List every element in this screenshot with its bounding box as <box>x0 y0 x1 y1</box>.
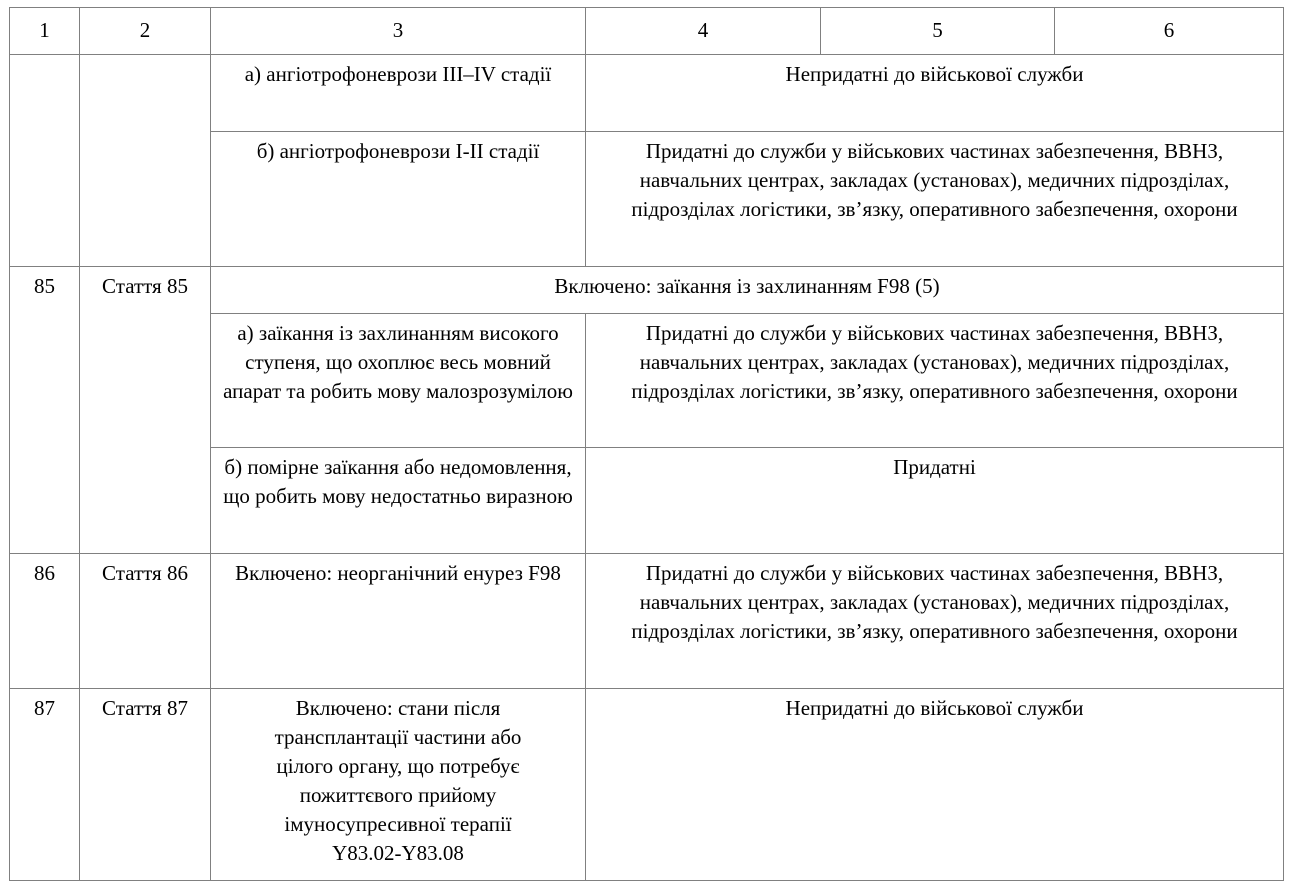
number-cell: 86 <box>10 554 80 689</box>
verdict-cell: Придатні до служби у військових частинах забезпечення, ВВНЗ, навчальних центрах, закладах (установах), медичних підрозділах, підрозділах логістики, зв’язку, оперативного забезпечення, охорони <box>586 554 1284 689</box>
column-header-2: 2 <box>80 8 211 55</box>
column-header-4: 4 <box>586 8 821 55</box>
number-cell: 87 <box>10 689 80 881</box>
subitem-cell: а) заїкання із захлинанням високого ступеня, що охоплює весь мовний апарат та робить мову малозрозумілою <box>211 314 586 448</box>
subitem-cell: б) ангіотрофоневрози I-II стадії <box>211 132 586 267</box>
subitem-cell: б) помірне заїкання або недомовлення, що робить мову недостатньо виразною <box>211 448 586 554</box>
included-cell: Включено: заїкання із захлинанням F98 (5) <box>211 267 1284 314</box>
table-row <box>10 267 1284 314</box>
article-cell-empty <box>80 55 211 267</box>
column-header-1: 1 <box>10 8 80 55</box>
table-row <box>10 554 1284 689</box>
subitem-cell: Включено: стани після трансплантації частини або цілого органу, що потребує пожиттєвого прийому імуносупресивної терапії Y83.02-Y83.08 <box>211 689 586 881</box>
number-cell: 85 <box>10 267 80 554</box>
number-cell-empty <box>10 55 80 267</box>
fitness-table <box>9 7 1284 881</box>
column-header-3: 3 <box>211 8 586 55</box>
column-header-5: 5 <box>821 8 1055 55</box>
article-cell: Стаття 87 <box>80 689 211 881</box>
verdict-cell: Придатні <box>586 448 1284 554</box>
verdict-cell: Придатні до служби у військових частинах забезпечення, ВВНЗ, навчальних центрах, закладах (установах), медичних підрозділах, підрозділах логістики, зв’язку, оперативного забезпечення, охорони <box>586 132 1284 267</box>
article-cell: Стаття 86 <box>80 554 211 689</box>
subitem-cell: а) ангіотрофоневрози III–IV стадії <box>211 55 586 132</box>
verdict-cell: Непридатні до військової служби <box>586 689 1284 881</box>
subitem-cell: Включено: неорганічний енурез F98 <box>211 554 586 689</box>
table-row <box>10 689 1284 881</box>
header-row <box>10 8 1284 55</box>
verdict-cell: Придатні до служби у військових частинах забезпечення, ВВНЗ, навчальних центрах, закладах (установах), медичних підрозділах, підрозділах логістики, зв’язку, оперативного забезпечення, охорони <box>586 314 1284 448</box>
verdict-cell: Непридатні до військової служби <box>586 55 1284 132</box>
column-header-6: 6 <box>1055 8 1284 55</box>
article-cell: Стаття 85 <box>80 267 211 554</box>
table-row <box>10 55 1284 132</box>
